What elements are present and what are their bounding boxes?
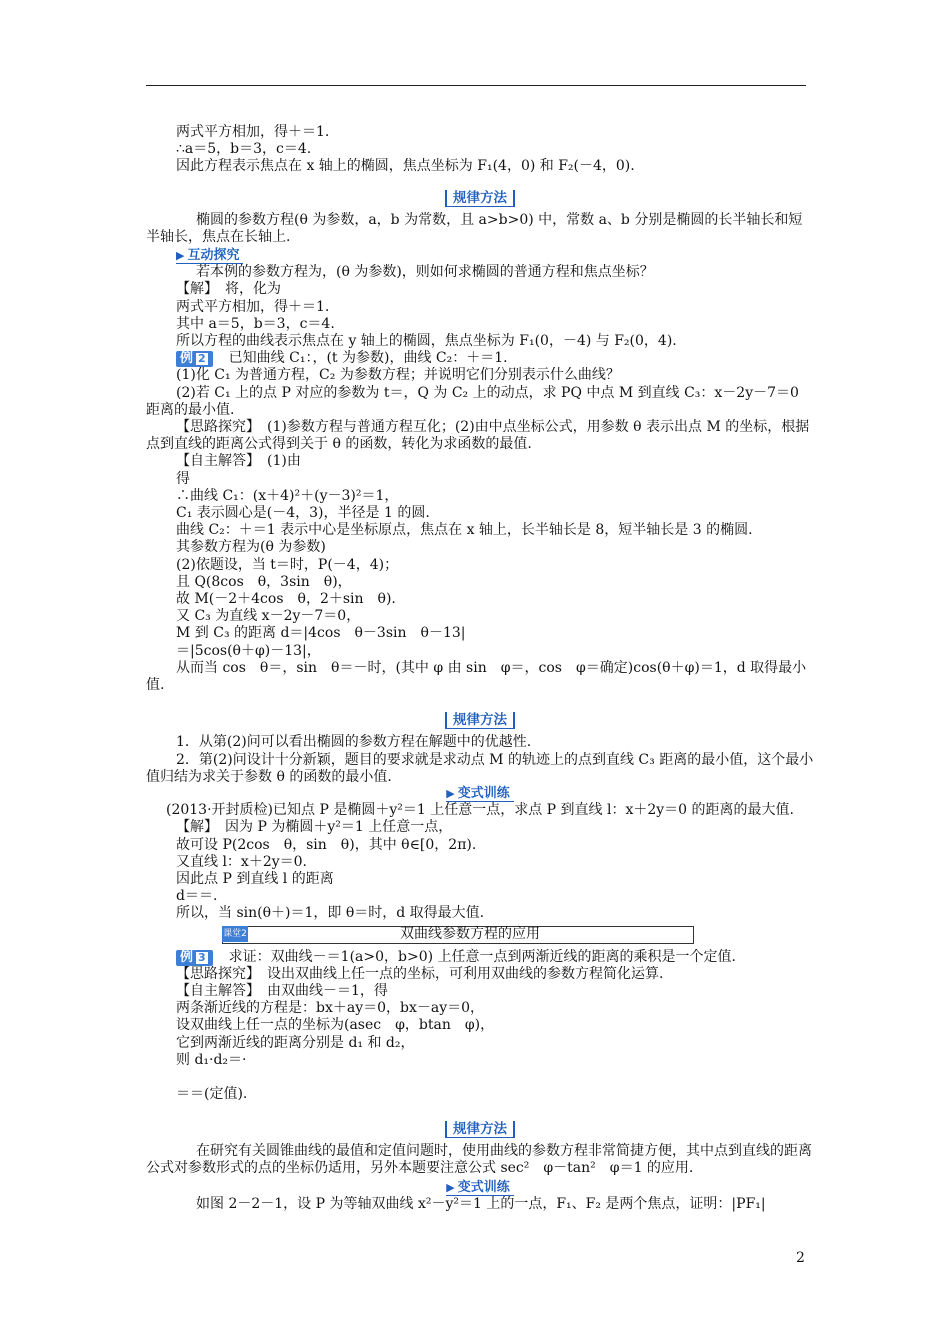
text-line: 两式平方相加，得＋＝1. [176,124,330,140]
text-line: 两条渐近线的方程是：bx＋ay＝0，bx－ay＝0， [176,1000,485,1017]
section-tag: 课堂2 [222,926,248,942]
text-line: 【解】 将，化为 [176,281,281,298]
rule-method-heading [146,712,814,730]
text-line: 1．从第(2)问可以看出椭圆的参数方程在解题中的优越性. [176,734,532,751]
section-heading-bar [146,925,814,945]
rule-method-text: 在研究有关圆锥曲线的最值和定值问题时，使用曲线的参数方程非常简捷方便，其中点到直线的距离公式对参数形式的点的坐标仍适用，另外本题要注意公式 sec² φ－tan² φ＝1 的应用. [146,1143,812,1177]
text-line: 曲线 C₂：＋＝1 表示中心是坐标原点，焦点在 x 轴上，长半轴长是 8，短半轴长是 3 的椭圆. [176,522,753,539]
text-line: 2．第(2)问设计十分新颖，题目的要求就是求动点 M 的轨迹上的点到直线 C₃ 距离的最小值，这个最小值归结为求关于参数 θ 的函数的最小值. [146,751,814,785]
text-line: 故 M(－2＋4cos θ，2＋sin θ). [176,591,396,608]
variant-tag [446,1180,513,1196]
page-content [146,124,814,1213]
text-line: 其参数方程为(θ 为参数) [176,539,326,556]
example-number: 2 [195,352,209,366]
example-label: 例 [180,351,194,367]
text-line: 因此点 P 到直线 l 的距离 [176,870,334,887]
text-line: 则 d₁·d₂＝· [176,1051,247,1068]
text-line: C₁ 表示圆心是(－4，3)，半径是 1 的圆. [176,505,430,522]
text-line: 它到两渐近线的距离分别是 d₁ 和 d₂， [176,1034,415,1051]
text-line: 设双曲线上任一点的坐标为(asec φ，btan φ)， [176,1017,495,1034]
text-line: ∴a＝5，b＝3，c＝4. [176,141,312,158]
explore-title: 互动探究 [187,248,240,264]
text-line: 故可设 P(2cos θ，sin θ)，其中 θ∈[0，2π). [176,836,477,853]
explore-tag [176,248,243,264]
example-badge [176,351,213,367]
example-label: 例 [180,949,194,965]
example-3 [146,949,814,966]
explore-heading [146,247,814,264]
text-line: (1)化 C₁ 为普通方程，C₂ 为参数方程；并说明它们分别表示什么曲线？ [176,367,620,384]
rule-method-tag: 规律方法 [445,1121,515,1138]
triangle-right-icon: ▶ [176,249,185,263]
rule-method-heading [146,190,814,208]
triangle-right-icon: ▶ [446,1180,455,1194]
example-question: 已知曲线 C₁：，(t 为参数)，曲线 C₂：＋＝1. [228,350,508,367]
text-line: (2)若 C₁ 上的点 P 对应的参数为 t＝，Q 为 C₂ 上的动点，求 PQ 中点 M 到直线 C₃：x－2y－7＝0 距离的最小值. [146,384,799,418]
text-line: 【自主解答】 由双曲线－＝1，得 [176,982,388,999]
text-line: 【解】 因为 P 为椭圆＋y²＝1 上任意一点， [176,819,453,836]
variant-tag [446,786,513,802]
text-line: ＝＝(定值). [176,1085,248,1102]
text-line: 又直线 l：x＋2y＝0. [176,853,307,870]
text-line: 【思路探究】 设出双曲线上任一点的坐标，可利用双曲线的参数方程简化运算. [176,965,664,982]
rule-method-tag: 规律方法 [445,190,515,207]
section-title: 双曲线参数方程的应用 [400,925,540,942]
example-question: 求证：双曲线－＝1(a>0，b>0) 上任意一点到两渐近线的距离的乘积是一个定值. [228,948,736,965]
variant-title: 变式训练 [457,785,510,801]
variant-title: 变式训练 [457,1179,510,1195]
text-line: 得 [176,470,190,487]
text-line: d＝＝. [176,888,218,905]
page-number: 2 [796,1250,805,1266]
text-line: 所以方程的曲线表示焦点在 y 轴上的椭圆，焦点坐标为 F₁(0，－4) 与 F₂(0，4). [176,333,677,350]
text-line: 所以，当 sin(θ＋)＝1，即 θ＝时，d 取得最大值. [176,905,485,922]
text-line: 【思路探究】 (1)参数方程与普通方程互化；(2)由中点坐标公式，用参数 θ 表示出点 M 的坐标，根据点到直线的距离公式得到关于 θ 的函数，转化为求函数的最值. [146,419,810,453]
text-line: (2013·开封质检)已知点 P 是椭圆＋y²＝1 上任意一点，求点 P 到直线 l：x＋2y＝0 的距离的最大值. [166,802,794,819]
rule-method-tag: 规律方法 [445,712,515,729]
text-line: ∴曲线 C₁：(x＋4)²＋(y－3)²＝1， [176,487,399,504]
text-line: (2)依题设，当 t＝时，P(－4，4)； [176,556,399,573]
text-line: 其中 a＝5，b＝3，c＝4. [176,315,335,332]
text-line: 如图 2－2－1，设 P 为等轴双曲线 x²－y²＝1 上的一点，F₁、F₂ 是两个焦点，证明：|PF₁| [196,1195,766,1212]
rule-method-heading [146,1121,814,1139]
example-number: 3 [195,951,209,965]
example-badge [176,950,213,966]
example-2 [146,350,814,367]
text-line: 两式平方相加，得＋＝1. [176,298,330,315]
text-line: 若本例的参数方程为，(θ 为参数)，则如何求椭圆的普通方程和焦点坐标？ [196,264,654,281]
text-line: 因此方程表示焦点在 x 轴上的椭圆，焦点坐标为 F₁(4，0) 和 F₂(－4，0). [176,158,635,175]
triangle-right-icon: ▶ [446,786,455,800]
variant-heading [146,1179,814,1196]
text-line: 又 C₃ 为直线 x－2y－7＝0， [176,608,361,625]
text-line: ＝|5cos(θ＋φ)－13|， [176,642,321,659]
rule-method-text: 椭圆的参数方程(θ 为参数，a，b 为常数，且 a>b>0) 中，常数 a、b 分别是椭圆的长半轴长和短半轴长，焦点在长轴上. [146,211,803,245]
text-line: 【自主解答】 (1)由 [176,453,301,470]
text-line: 且 Q(8cos θ，3sin θ)， [176,573,352,590]
text-line: 从而当 cos θ＝，sin θ＝－时，(其中 φ 由 sin φ＝，cos φ＝确定)cos(θ＋φ)＝1，d 取得最小值. [146,659,807,694]
header-rule [146,85,806,86]
text-line: M 到 C₃ 的距离 d＝|4cos θ－3sin θ－13| [176,625,466,642]
variant-heading [146,785,814,802]
